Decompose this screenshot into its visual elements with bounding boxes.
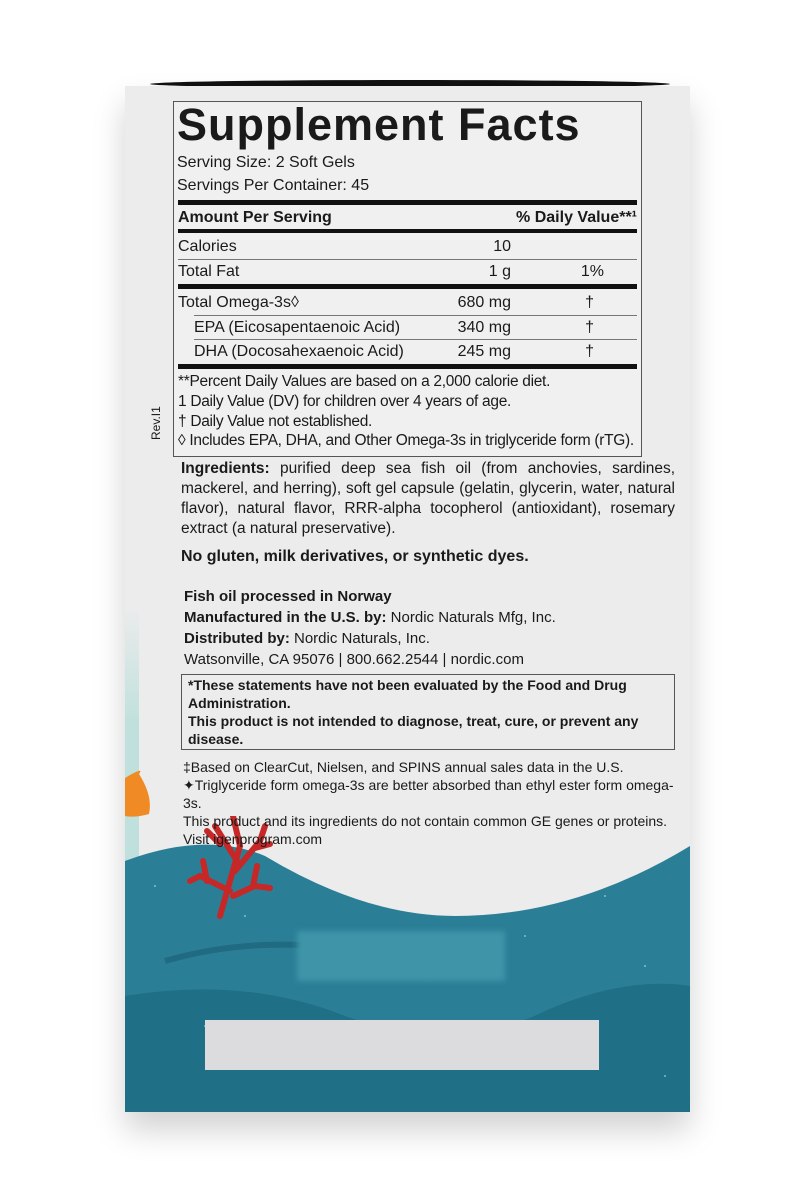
row-dha-amount: 245 mg — [457, 343, 511, 360]
fda-disclaimer — [181, 674, 675, 750]
ingredients — [181, 459, 675, 539]
distributor — [184, 628, 675, 649]
blurred-label — [297, 931, 505, 981]
ingredients-label: Ingredients: — [181, 460, 270, 477]
row-calories-name: Calories — [178, 238, 237, 255]
footnote: **Percent Daily Values are based on a 2,000 calorie diet. — [178, 373, 551, 390]
divider — [194, 339, 637, 340]
label-text-column — [181, 459, 675, 848]
row-omega3-name: Total Omega-3s◊ — [178, 294, 299, 311]
divider — [178, 364, 637, 369]
address: Watsonville, CA 95076 | 800.662.2544 | nordic.com — [184, 651, 524, 668]
footnote: ◊ Includes EPA, DHA, and Other Omega-3s in triglyceride form (rTG). — [178, 432, 634, 449]
blank-sticker — [205, 1020, 599, 1070]
ingredients-text: purified deep sea fish oil (from anchovies, sardines, mackerel, and herring), soft gel capsule (gelatin, glycerin, water, natural flavor), natural flavor, RRR-alpha tocopherol (antioxidant), rosemary extract (a natural preservative). — [181, 460, 675, 537]
bottom-note: ✦Triglyceride form omega-3s are better absorbed than ethyl ester form omega-3s. — [183, 777, 674, 811]
row-total-fat-amount: 1 g — [488, 263, 511, 280]
row-epa-name: EPA (Eicosapentaenoic Acid) — [194, 319, 401, 336]
row-omega3-amount: 680 mg — [457, 294, 511, 311]
distributor-label: Distributed by: — [184, 630, 290, 647]
divider — [178, 284, 637, 289]
product-box-back — [125, 86, 690, 1112]
row-epa-dv: † — [585, 319, 594, 336]
fda-line: *These statements have not been evaluated by the Food and Drug Administration. — [188, 677, 627, 711]
footnote: 1 Daily Value (DV) for children over 4 years of age. — [178, 393, 512, 410]
manufacturer-label: Manufactured in the U.S. by: — [184, 609, 387, 626]
row-omega3-dv: † — [585, 294, 594, 311]
bottom-note: Visit igenprogram.com — [183, 831, 323, 847]
row-epa-amount: 340 mg — [457, 319, 511, 336]
divider — [178, 229, 637, 233]
row-calories-amount: 10 — [493, 238, 511, 255]
fda-line: This product is not intended to diagnose, treat, cure, or prevent any disease. — [188, 713, 639, 747]
row-total-fat-dv: 1% — [580, 263, 604, 280]
manufacturer-value: Nordic Naturals Mfg, Inc. — [386, 609, 556, 626]
divider — [178, 200, 637, 205]
supplement-facts-panel — [173, 101, 642, 457]
revision-code: Rev.I1 — [149, 406, 163, 440]
divider — [194, 315, 637, 316]
header-daily-value: % Daily Value**¹ — [516, 209, 637, 226]
bottom-note: ‡Based on ClearCut, Nielsen, and SPINS annual sales data in the U.S. — [183, 759, 624, 775]
manufacturer — [184, 607, 675, 628]
serving-size: Serving Size: 2 Soft Gels — [177, 154, 355, 171]
bottom-notes — [181, 758, 675, 848]
footnote: † Daily Value not established. — [178, 413, 373, 430]
panel-title: Supplement Facts — [177, 99, 581, 150]
origin: Fish oil processed in Norway — [184, 588, 392, 605]
distributor-value: Nordic Naturals, Inc. — [289, 630, 430, 647]
fish-fin-illustration — [125, 766, 165, 826]
divider — [178, 259, 637, 260]
servings-per-container: Servings Per Container: 45 — [177, 177, 370, 194]
row-total-fat-name: Total Fat — [178, 263, 240, 280]
bottom-note: This product and its ingredients do not contain common GE genes or proteins. — [183, 813, 668, 829]
company-info — [181, 586, 675, 670]
row-dha-name: DHA (Docosahexaenoic Acid) — [194, 343, 404, 360]
row-dha-dv: † — [585, 343, 594, 360]
header-amount: Amount Per Serving — [178, 209, 332, 226]
free-from-statement: No gluten, milk derivatives, or synthetic dyes. — [181, 548, 529, 565]
